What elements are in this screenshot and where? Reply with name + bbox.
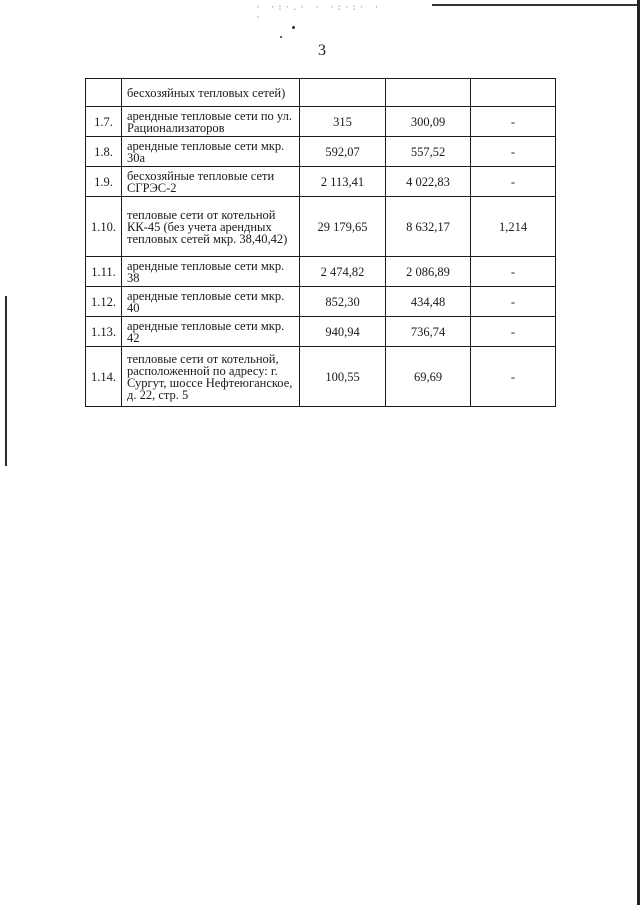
value-2: 736,74 — [386, 317, 471, 347]
value-1: 940,94 — [300, 317, 386, 347]
table-row — [86, 137, 556, 167]
value-2: 69,69 — [386, 347, 471, 407]
row-number: 1.13. — [86, 317, 122, 347]
network-name: бесхозяйных тепловых сетей) — [122, 79, 300, 107]
network-name: арендные тепловые сети мкр. 38 — [122, 257, 300, 287]
value-2 — [386, 79, 471, 107]
value-3: - — [471, 317, 556, 347]
value-3: - — [471, 167, 556, 197]
table-row — [86, 79, 556, 107]
network-name: арендные тепловые сети мкр. 30а — [122, 137, 300, 167]
value-1: 592,07 — [300, 137, 386, 167]
value-1: 852,30 — [300, 287, 386, 317]
value-1: 29 179,65 — [300, 197, 386, 257]
scan-artifact-left — [5, 296, 7, 466]
value-1: 100,55 — [300, 347, 386, 407]
value-1: 2 474,82 — [300, 257, 386, 287]
value-1 — [300, 79, 386, 107]
row-number — [86, 79, 122, 107]
value-1: 2 113,41 — [300, 167, 386, 197]
value-2: 557,52 — [386, 137, 471, 167]
value-2: 434,48 — [386, 287, 471, 317]
network-name: арендные тепловые сети мкр. 42 — [122, 317, 300, 347]
value-2: 4 022,83 — [386, 167, 471, 197]
network-name: тепловые сети от котельной КК-45 (без учета арендных тепловых сетей мкр. 38,40,42) — [122, 197, 300, 257]
table-row — [86, 347, 556, 407]
row-number: 1.11. — [86, 257, 122, 287]
heat-networks-table — [85, 78, 556, 407]
value-3: - — [471, 347, 556, 407]
network-name: арендные тепловые сети мкр. 40 — [122, 287, 300, 317]
scan-artifact-dot — [280, 36, 282, 38]
row-number: 1.10. — [86, 197, 122, 257]
value-3: - — [471, 137, 556, 167]
scan-artifact-dot — [292, 26, 295, 29]
table-row — [86, 167, 556, 197]
value-1: 315 — [300, 107, 386, 137]
row-number: 1.8. — [86, 137, 122, 167]
row-number: 1.7. — [86, 107, 122, 137]
row-number: 1.9. — [86, 167, 122, 197]
table-row — [86, 287, 556, 317]
value-2: 2 086,89 — [386, 257, 471, 287]
table-row — [86, 257, 556, 287]
value-2: 8 632,17 — [386, 197, 471, 257]
value-3: - — [471, 107, 556, 137]
row-number: 1.14. — [86, 347, 122, 407]
network-name: арендные тепловые сети по ул. Рационализаторов — [122, 107, 300, 137]
table-row — [86, 197, 556, 257]
network-name: бесхозяйные тепловые сети СГРЭС-2 — [122, 167, 300, 197]
row-number: 1.12. — [86, 287, 122, 317]
value-3: - — [471, 257, 556, 287]
value-3: - — [471, 287, 556, 317]
value-3: 1,214 — [471, 197, 556, 257]
table-row — [86, 107, 556, 137]
value-3 — [471, 79, 556, 107]
value-2: 300,09 — [386, 107, 471, 137]
scan-artifact-top: · ·:·.· · ·:·:· · · — [255, 3, 382, 23]
scan-edge-top — [432, 4, 640, 6]
page-number: 3 — [318, 42, 326, 59]
network-name: тепловые сети от котельной, расположенной по адресу: г. Сургут, шоссе Нефтеюганское, д. 22, стр. 5 — [122, 347, 300, 407]
table-row — [86, 317, 556, 347]
